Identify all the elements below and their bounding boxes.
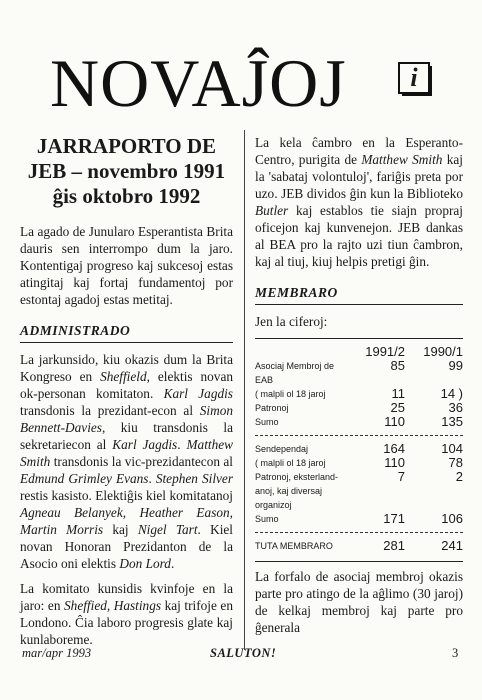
closing-paragraph: La forfalo de asociaj membroj okazis parte pro atingo de la aĝlimo (30 jaroj) de kelkaj membroj kaj parte pro ĝenerala — [255, 569, 463, 635]
left-column — [20, 134, 233, 656]
masthead — [50, 45, 430, 121]
table-row: ( malpli ol 18 jaroj 11 14 ) — [255, 386, 463, 401]
headline-line-2: JEB – novembro 1991 — [27, 159, 226, 183]
members-intro: Jen la ciferoj: — [255, 314, 328, 329]
room-paragraph: La kela ĉambro en la Esperanto-Centro, purigita de Matthew Smith kaj la 'sabataj volontuloj', fariĝis preta por uzo. JEB dividos ĝin kun la Biblioteko Butler kaj establos tie siajn propraj oficejon kaj kunvenejon. JEB dankas al BEA pro la rajto uzi tiun ĉambron, kaj al tiuj, kiuj helpis pretigi ĝin. — [255, 135, 463, 269]
headline-line-1: JARRAPORTO DE — [36, 134, 217, 158]
dashed-divider — [255, 532, 463, 533]
table-row: ( malpli ol 18 jaroj 110 78 — [255, 455, 463, 470]
table-row: Sendependaj 164 104 — [255, 441, 463, 456]
membership-table — [255, 345, 463, 553]
table-total-row: TUTA MEMBRARO 281 241 — [255, 538, 463, 553]
table-top-rule — [255, 338, 463, 339]
section-heading-administrado: ADMINISTRADO — [20, 322, 233, 343]
table-header-row — [255, 345, 463, 359]
article-headline — [20, 134, 233, 209]
right-column — [255, 134, 463, 644]
table-row: Patronoj 25 36 — [255, 400, 463, 415]
table-row: Sumo 171 106 — [255, 511, 463, 526]
table-row: Asociaj Membroj de EAB 85 99 — [255, 358, 463, 385]
footer-page-number: 3 — [452, 646, 459, 660]
info-icon: i — [398, 62, 430, 94]
col-header-1990-1: 1990/1 — [423, 344, 463, 359]
section-heading-membraro: MEMBRARO — [255, 284, 463, 305]
table-row: Sumo 110 135 — [255, 414, 463, 429]
admin-paragraph-1: La jarkunsido, kiu okazis dum la Brita Kongreso en Sheffield, elektis novan ok-personan komitaton. Karl Jagdis transdonis la prezidant-econ al Simon Bennett-Davies, kiu transdonis la sekretariecon al Karl Jagdis. Matthew Smith transdonis la vic-prezidantecon al Edmund Grimley Evans. Stephen Silver restis kasisto. Elektiĝis kiel komitatanoj Agneau Belanyek, Heather Eason, Martin Morris kaj Nigel Tart. Kiel novan Honoran Prezidanton de la Asocio oni elektis Don Lord. — [20, 352, 234, 571]
intro-paragraph: La agado de Junularo Esperantista Brita dauris sen interrompo dum la jaro. Kontentigaj progreso kaj sukcesoj estas atingitaj kaj fortaj fundamentoj por estontaj agadoj estas metitaj. — [20, 224, 233, 307]
column-divider — [244, 130, 245, 650]
footer-publication-name: SALUTON! — [210, 646, 277, 660]
table-row: Patronoj, eksterland-anoj, kaj diversaj organizoj 7 2 — [255, 469, 463, 510]
col-header-1991-2: 1991/2 — [365, 344, 405, 359]
admin-paragraph-2: La komitato kunsidis kvinfoje en la jaro: en Sheffied, Hastings kaj trifoje en Londono. Ĉia laboro progresis glate kaj kunlaboreme. — [20, 581, 233, 647]
table-bottom-rule — [255, 561, 463, 562]
headline-line-3: ĝis oktobro 1992 — [52, 184, 201, 208]
masthead-title: NOVAĴOJ — [50, 45, 347, 121]
footer-date: mar/apr 1993 — [22, 646, 92, 660]
dashed-divider — [255, 435, 463, 436]
bleed-through-text — [0, 0, 482, 40]
